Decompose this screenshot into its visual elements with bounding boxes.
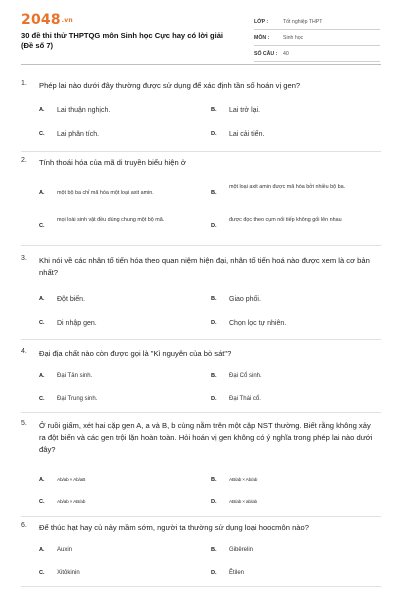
option-text: Lai thuận nghịch. — [57, 107, 111, 114]
question-separator — [21, 339, 381, 340]
option-letter: C. — [39, 396, 45, 402]
option-text: Ab/ab × Ab/aB — [57, 478, 86, 483]
option-text: Gibêrelin — [229, 547, 254, 553]
question-number: 1. — [21, 80, 27, 87]
option-text: một loại axit amin được mã hóa bởi nhiều bộ ba. — [229, 184, 346, 190]
option-letter: C. — [39, 131, 45, 137]
option-letter: A. — [39, 373, 45, 379]
option-letter: D. — [211, 499, 217, 505]
question-number: 5. — [21, 420, 27, 427]
meta-value: 40 — [283, 50, 289, 57]
question-6 — [21, 522, 381, 588]
option-letter: B. — [211, 190, 217, 196]
question-text: Phép lai nào dưới đây thường được sử dụng để xác định tần số hoán vị gen? — [39, 81, 301, 90]
question-2 — [21, 157, 381, 247]
question-text: Khi nói về các nhân tố tiến hóa theo quan niệm hiện đại, nhân tố tiến hoá nào được xem là cơ bản nhất? — [39, 256, 370, 277]
option-letter: B. — [211, 547, 217, 553]
question-text: Đại địa chất nào còn được gọi là "Kỉ nguyên của bò sát"? — [39, 349, 232, 358]
question-5 — [21, 420, 381, 518]
option-text: AB/ab × Ab/ab — [229, 478, 258, 483]
option-text: Lai phân tích. — [57, 131, 100, 138]
document-title: 30 đề thi thử THPTQG môn Sinh học Cực hay có lời giải (Đề số 7) — [21, 31, 224, 50]
question-separator — [21, 412, 381, 413]
site-logo[interactable] — [21, 12, 73, 28]
meta-label: LỚP : — [254, 18, 269, 25]
meta-label: SỐ CÂU : — [254, 50, 278, 57]
meta-label: MÔN : — [254, 34, 270, 41]
option-letter: D. — [211, 396, 217, 402]
question-separator — [21, 245, 381, 246]
option-text: Đột biến. — [57, 296, 86, 303]
option-text: Auxin — [57, 547, 73, 553]
meta-row-subject — [254, 30, 380, 46]
option-text: Đại Trung sinh. — [57, 396, 98, 402]
meta-row-count — [254, 46, 380, 62]
option-letter: C. — [39, 570, 45, 576]
option-text: Xitôkinin — [57, 570, 80, 576]
question-3 — [21, 255, 381, 343]
option-text: AB/ab × ab/ab — [229, 500, 257, 505]
question-4 — [21, 348, 381, 414]
option-text: Đại Thái cổ. — [229, 396, 261, 402]
question-number: 4. — [21, 348, 27, 355]
meta-info — [254, 14, 380, 62]
question-number: 6. — [21, 522, 27, 529]
option-letter: C. — [39, 499, 45, 505]
option-text: Lai cải tiến. — [229, 131, 265, 138]
option-letter: A. — [39, 107, 45, 113]
option-text: Đại Cổ sinh. — [229, 373, 262, 379]
option-letter: C. — [39, 320, 45, 326]
option-letter: D. — [211, 570, 217, 576]
option-letter: A. — [39, 296, 45, 302]
option-text: Ab/ab × AB/ab — [57, 500, 86, 505]
option-text: Giao phối. — [229, 296, 261, 303]
question-number: 2. — [21, 157, 27, 164]
option-text: Di nhập gen. — [57, 320, 97, 327]
logo-text: 2048 — [21, 12, 61, 28]
option-text: Êtilen — [229, 570, 245, 576]
meta-value: Sinh học — [283, 34, 304, 41]
question-separator — [21, 151, 381, 152]
option-letter: C. — [39, 223, 45, 229]
question-separator — [21, 586, 381, 587]
question-1 — [21, 80, 381, 155]
option-text: mọi loài sinh vật đều dùng chung một bộ mã. — [57, 217, 165, 223]
page-header — [0, 0, 400, 64]
option-text: được đọc theo cụm nối tiếp không gối lên nhau — [229, 217, 342, 223]
header-divider — [21, 64, 381, 65]
option-letter: D. — [211, 223, 217, 229]
question-separator — [21, 516, 381, 517]
meta-value: Tốt nghiệp THPT — [283, 18, 323, 25]
question-text: Tính thoái hóa của mã di truyền biểu hiện ở — [39, 158, 186, 167]
option-letter: D. — [211, 131, 217, 137]
option-text: Chọn lọc tự nhiên. — [229, 320, 287, 327]
meta-row-class — [254, 14, 380, 30]
option-letter: D. — [211, 320, 217, 326]
question-number: 3. — [21, 255, 27, 262]
option-letter: A. — [39, 547, 45, 553]
option-letter: A. — [39, 477, 45, 483]
option-text: Đại Tân sinh. — [57, 373, 93, 379]
option-text: Lai trở lại. — [229, 107, 261, 114]
option-letter: B. — [211, 373, 217, 379]
option-text: một bộ ba chỉ mã hóa một loại axit amin. — [57, 190, 154, 196]
logo-suffix: .vn — [61, 16, 73, 24]
option-letter: A. — [39, 190, 45, 196]
question-text: Ở ruồi giấm, xét hai cặp gen A, a và B, b cùng nằm trên một cặp NST thường. Biết rằng không xảy ra đột biến và các gen trội lặn hoàn toàn. Hỏi hoán vị gen không có ý nghĩa trong phép lai nào dưới đây? — [39, 421, 373, 454]
option-letter: B. — [211, 107, 217, 113]
option-letter: B. — [211, 477, 217, 483]
option-letter: B. — [211, 296, 217, 302]
question-text: Để thúc hạt hay củ nảy mầm sớm, người ta thường sử dụng loại hoocmôn nào? — [39, 523, 309, 532]
